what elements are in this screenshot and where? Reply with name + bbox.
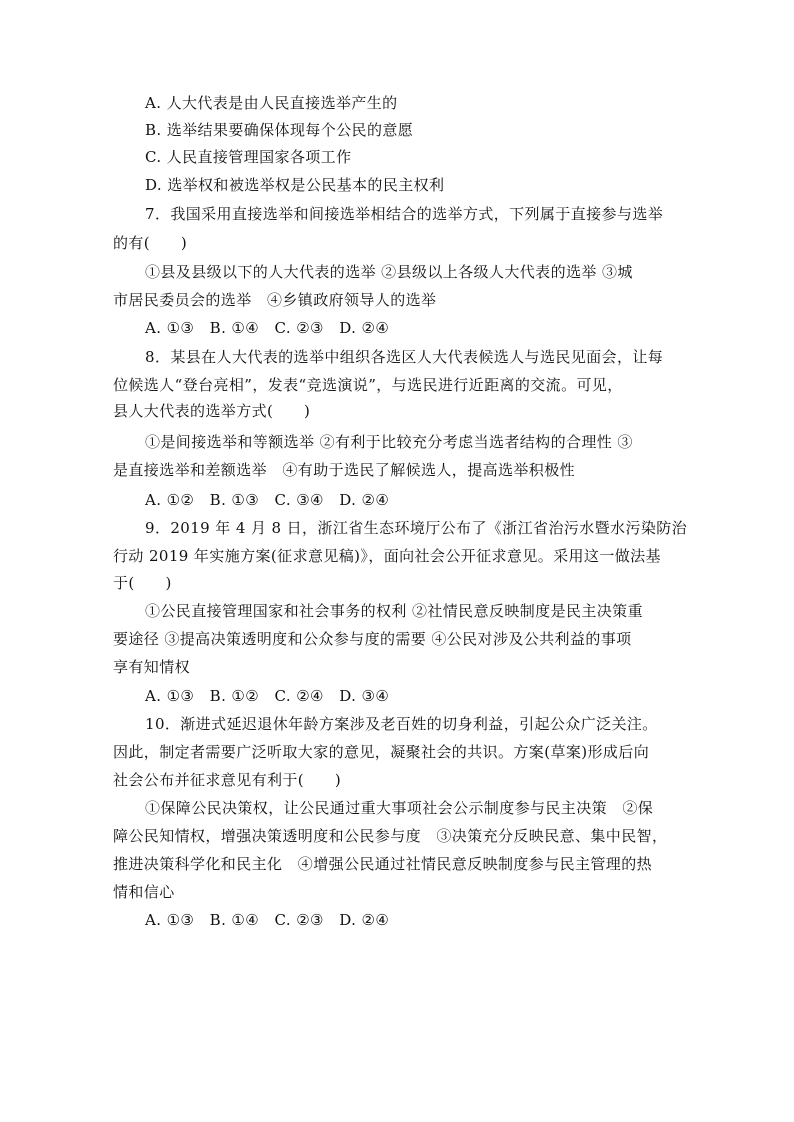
q9-options: A. ①③ B. ①② C. ②④ D. ③④: [145, 687, 390, 705]
q8-stem-line3: 县人大代表的选举方式( ): [113, 402, 311, 420]
q6-option-d: D. 选举权和被选举权是公民基本的民主权利: [145, 176, 445, 194]
q10-items-line2: 障公民知情权，增强决策透明度和公民参与度 ③决策充分反映民意、集中民智，: [113, 827, 668, 845]
q10-options: A. ①③ B. ①④ C. ②③ D. ②④: [145, 911, 390, 929]
q9-items-line3: 享有知情权: [113, 658, 191, 676]
q8-stem-line1: 8．某县在人大代表的选举中组织各选区人大代表候选人与选民见面会，让每: [145, 348, 664, 366]
q6-option-b: B. 选举结果要确保体现每个公民的意愿: [145, 121, 414, 139]
q6-option-a: A. 人大代表是由人民直接选举产生的: [145, 94, 398, 112]
q7-options: A. ①③ B. ①④ C. ②③ D. ②④: [145, 319, 390, 337]
q9-stem-line1: 9．2019 年 4 月 8 日，浙江省生态环境厅公布了《浙江省治污水暨水污染防治: [145, 519, 688, 537]
q10-items-line1: ①保障公民决策权，让公民通过重大事项社会公示制度参与民主决策 ②保: [145, 799, 654, 817]
q9-stem-line2: 行动 2019 年实施方案(征求意见稿)》，面向社会公开征求意见。采用这一做法基: [113, 547, 661, 565]
q7-items-line1: ①县及县级以下的人大代表的选举 ②县级以上各级人大代表的选举 ③城: [145, 263, 633, 281]
q9-items-line2: 要途径 ③提高决策透明度和公众参与度的需要 ④公民对涉及公共利益的事项: [113, 630, 632, 648]
q7-items-line2: 市居民委员会的选举 ④乡镇政府领导人的选举: [113, 291, 437, 309]
q7-stem-line2: 的有( ): [113, 234, 188, 252]
q6-option-c: C. 人民直接管理国家各项工作: [145, 148, 352, 166]
q9-stem-line3: 于( ): [113, 574, 172, 592]
q7-stem-line1: 7．我国采用直接选举和间接选举相结合的选举方式，下列属于直接参与选举: [145, 205, 664, 223]
q10-items-line4: 情和信心: [113, 883, 175, 901]
q10-stem-line1: 10．渐进式延迟退休年龄方案涉及老百姓的切身利益，引起公众广泛关注。: [145, 715, 658, 733]
q10-stem-line2: 因此，制定者需要广泛听取大家的意见，凝聚社会的共识。方案(草案)形成后向: [113, 743, 650, 761]
q8-items-line2: 是直接选举和差额选举 ④有助于选民了解候选人，提高选举积极性: [113, 461, 576, 479]
q10-stem-line3: 社会公布并征求意见有利于( ): [113, 771, 342, 789]
q9-items-line1: ①公民直接管理国家和社会事务的权利 ②社情民意反映制度是民主决策重: [145, 602, 643, 620]
q10-items-line3: 推进决策科学化和民主化 ④增强公民通过社情民意反映制度参与民主管理的热: [113, 855, 653, 873]
q8-options: A. ①② B. ①③ C. ③④ D. ②④: [145, 491, 390, 509]
q8-items-line1: ①是间接选举和等额选举 ②有利于比较充分考虑当选者结构的合理性 ③: [145, 433, 633, 451]
q8-stem-line2: 位候选人“登台亮相”，发表“竞选演说”，与选民进行近距离的交流。可见，: [113, 376, 623, 394]
